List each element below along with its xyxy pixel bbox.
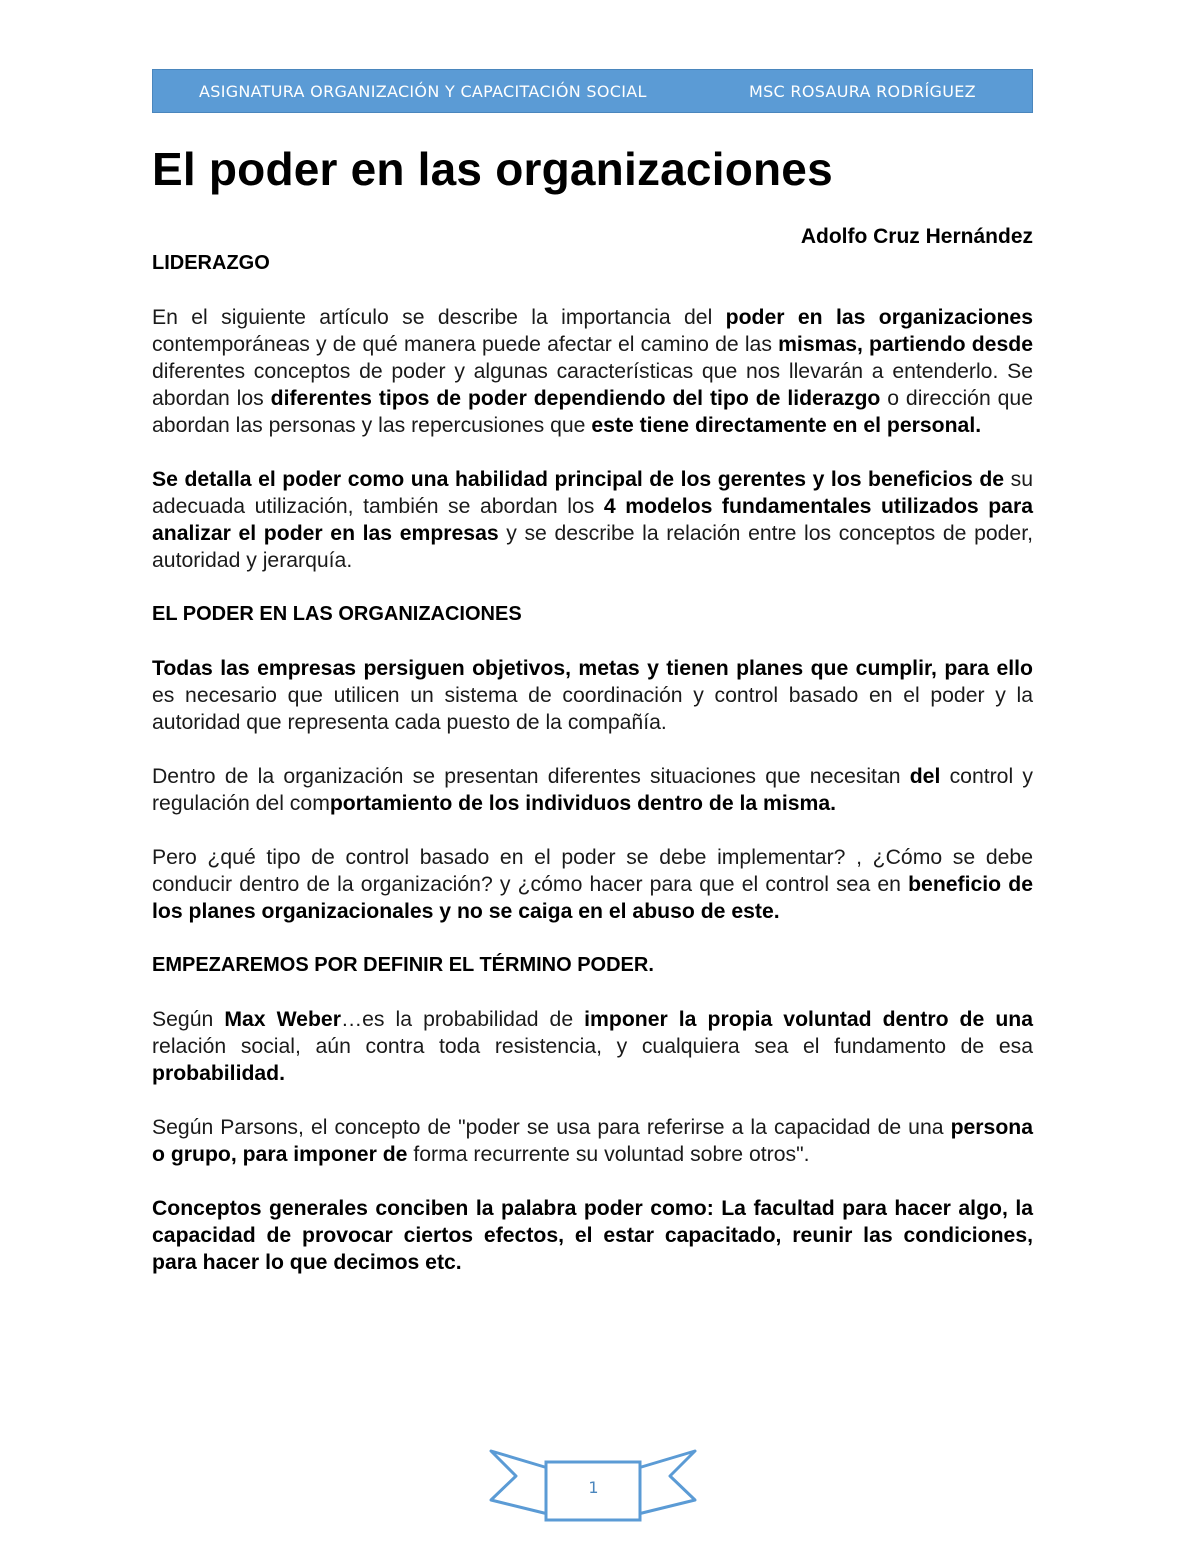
paragraph: Según Parsons, el concepto de "poder se usa para referirse a la capacidad de una persona o grupo, para imponer de forma recurrente su voluntad sobre otros". [152, 1116, 1033, 1166]
page-number: 1 [588, 1478, 599, 1497]
paragraph: Conceptos generales conciben la palabra poder como: La facultad para hacer algo, la capacidad de provocar ciertos efectos, el estar capacitado, reunir las condiciones, para hacer lo que decimos etc. [152, 1197, 1033, 1274]
author: Adolfo Cruz Hernández [800, 225, 1033, 248]
section-heading-poder-organizaciones: EL PODER EN LAS ORGANIZACIONES [152, 603, 522, 625]
header-course: ASIGNATURA ORGANIZACIÓN Y CAPACITACIÓN SOCIAL [199, 82, 647, 101]
header-band [152, 69, 1033, 113]
paragraph: Según Max Weber…es la probabilidad de imponer la propia voluntad dentro de una relación social, aún contra toda resistencia, y cualquiera sea el fundamento de esa probabilidad. [152, 1008, 1033, 1085]
header-instructor: MSC ROSAURA RODRÍGUEZ [749, 82, 976, 101]
paragraph: Todas las empresas persiguen objetivos, metas y tienen planes que cumplir, para ello es necesario que utilicen un sistema de coordinación y control basado en el poder y la autoridad que representa cada puesto de la compañía. [152, 657, 1033, 734]
paragraph: En el siguiente artículo se describe la importancia del poder en las organizaciones contemporáneas y de qué manera puede afectar el camino de las mismas, partiendo desde diferentes conceptos de poder y algunas características que nos llevarán a entenderlo. Se abordan los diferentes tipos de poder dependiendo del tipo de liderazgo o dirección que abordan las personas y las repercusiones que este tiene directamente en el personal. [152, 306, 1034, 437]
paragraph: Pero ¿qué tipo de control basado en el poder se debe implementar? , ¿Cómo se debe conducir dentro de la organización? y ¿cómo hacer para que el control sea en beneficio de los planes organizacionales y no se caiga en el abuso de este. [152, 846, 1033, 923]
paragraph: Dentro de la organización se presentan diferentes situaciones que necesitan del control y regulación del comportamiento de los individuos dentro de la misma. [152, 765, 1033, 815]
section-heading-liderazgo: LIDERAZGO [152, 252, 270, 274]
section-heading-definir-poder: EMPEZAREMOS POR DEFINIR EL TÉRMINO PODER. [152, 954, 654, 976]
page-title: El poder en las organizaciones [152, 143, 833, 195]
document-body [152, 250, 1033, 1303]
paragraph: Se detalla el poder como una habilidad principal de los gerentes y los beneficios de su adecuada utilización, también se abordan los 4 modelos fundamentales utilizados para analizar el poder en las empresas y se describe la relación entre los conceptos de poder, autoridad y jerarquía. [152, 468, 1034, 572]
